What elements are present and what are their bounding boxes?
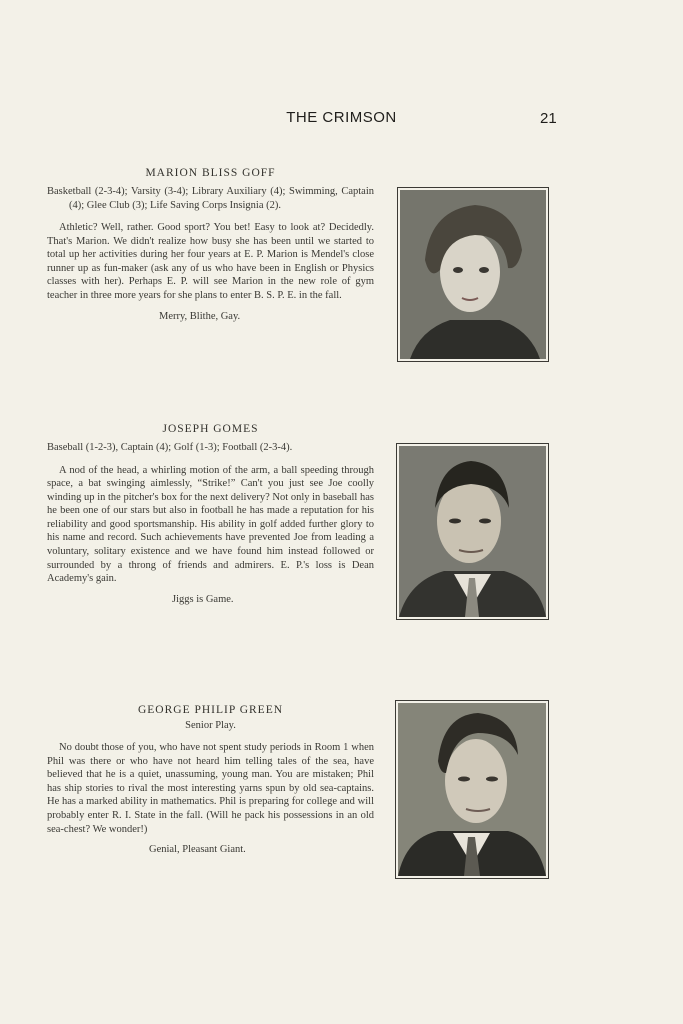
senior-name: JOSEPH GOMES xyxy=(162,423,259,435)
senior-name: GEORGE PHILIP GREEN xyxy=(137,704,284,716)
senior-entry-marion xyxy=(47,167,374,322)
senior-activities: Basketball (2-3-4); Varsity (3-4); Library Auxiliary (4); Swimming, Captain (4); Glee Club (3); Life Saving Corps Insignia (2). xyxy=(47,186,374,211)
senior-subline: Senior Play. xyxy=(185,720,236,731)
senior-motto: Merry, Blithe, Gay. xyxy=(159,310,241,322)
senior-entry-george xyxy=(47,704,374,855)
senior-entry-joseph xyxy=(47,423,374,605)
page-header-title: THE CRIMSON xyxy=(286,109,397,126)
senior-portrait-joseph xyxy=(396,443,549,620)
senior-bio: No doubt those of you, who have not spent study periods in Room 1 when Phil was there or who have not heard him telling tales of the sea, have believed that he is a quiet, unassuming, young man. You are mistaken; Phil has ship stories to rival the most interesting yarns spun by old sea-captains. He has a marked ability in mathematics. Phil is preparing for college and will probably enter R. I. State in the fall. (Will he pack his possessions in an old sea-chest? We wonder!) xyxy=(47,742,374,835)
senior-bio: Athletic? Well, rather. Good sport? You bet! Easy to look at? Decidedly. That's Marion. We didn't realize how busy she has been until we started to total up her activities during her four years at E. P. Marion is Mendel's close runner up as fun-maker (ask any of us who have been in English or Physics classes with her). Perhaps E. P. will see Marion in the new role of gym teacher in three more years for she plans to enter B. S. P. E. in the fall. xyxy=(47,222,374,301)
senior-portrait-george xyxy=(395,700,549,879)
senior-motto: Genial, Pleasant Giant. xyxy=(149,844,246,856)
senior-activities: Baseball (1-2-3), Captain (4); Golf (1-3); Football (2-3-4). xyxy=(47,442,293,453)
senior-bio: A nod of the head, a whirling motion of the arm, a ball speeding through space, a bat swinging aimlessly, “Strike!” Can't you just see Joe coolly winding up in the pitcher's box for the next delivery? Not only in baseball has he been one of our stars but also in football he has made a reputation for his reliability and good sportsmanship. His ability in golf added further glory to his name and record. Such achievements have prevented Joe from leading a voluntary, solitary existence and we have found him instead followed or surrounded by a throng of friends and admirers. E. P.'s loss is Dean Academy's gain. xyxy=(47,464,374,585)
senior-motto: Jiggs is Game. xyxy=(172,593,234,605)
senior-portrait-marion xyxy=(397,187,549,362)
senior-name: MARION BLISS GOFF xyxy=(145,167,276,179)
page-number: 21 xyxy=(540,110,557,127)
